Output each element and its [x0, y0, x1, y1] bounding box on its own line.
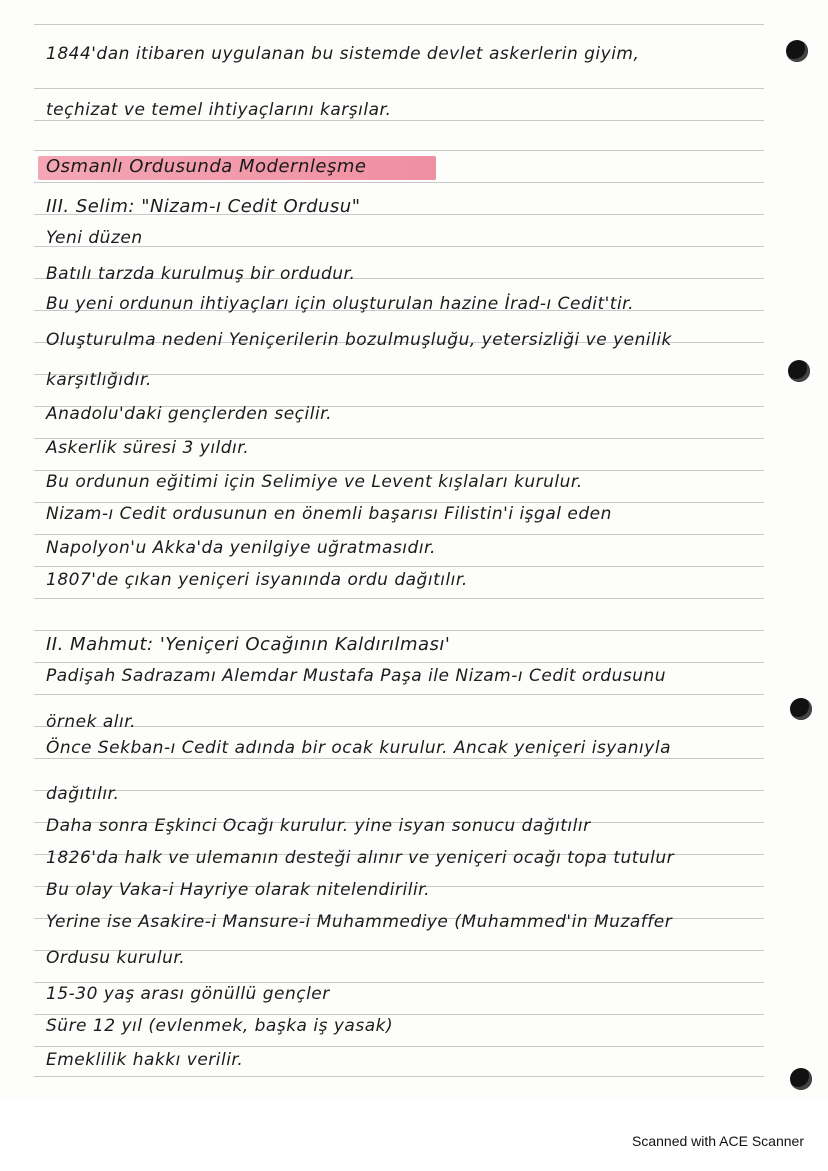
note-line: karşıtlığıdır.: [46, 370, 152, 390]
note-line: Oluşturulma nedeni Yeniçerilerin bozulmuşluğu, yetersizliği ve yenilik: [46, 330, 672, 350]
scanner-watermark: Scanned with ACE Scanner: [632, 1133, 804, 1149]
ruled-line: [34, 470, 764, 471]
ruled-line: [34, 182, 764, 183]
note-line: Önce Sekban-ı Cedit adında bir ocak kurulur. Ancak yeniçeri isyanıyla: [46, 738, 671, 758]
note-line: örnek alır.: [46, 712, 137, 732]
ruled-line: [34, 120, 764, 121]
note-line: Askerlik süresi 3 yıldır.: [46, 438, 250, 458]
note-line: Batılı tarzda kurulmuş bir ordudur.: [46, 264, 356, 284]
note-line: Bu yeni ordunun ihtiyaçları için oluşturulan hazine İrad-ı Cedit'tir.: [46, 294, 635, 314]
note-line: Anadolu'daki gençlerden seçilir.: [46, 404, 332, 424]
binder-hole-icon: [790, 1068, 812, 1090]
note-line: dağıtılır.: [46, 784, 120, 804]
note-line: 1807'de çıkan yeniçeri isyanında ordu dağıtılır.: [46, 570, 468, 590]
note-line: teçhizat ve temel ihtiyaçlarını karşılar.: [46, 100, 392, 120]
note-line: 1826'da halk ve ulemanın desteği alınır ve yeniçeri ocağı topa tutulur: [46, 848, 675, 868]
ruled-line: [34, 1076, 764, 1077]
ruled-line: [34, 534, 764, 535]
note-line: Yerine ise Asakire-i Mansure-i Muhammediye (Muhammed'in Muzaffer: [46, 912, 673, 932]
ruled-line: [34, 1014, 764, 1015]
note-line: Ordusu kurulur.: [46, 948, 186, 968]
section-heading: Osmanlı Ordusunda Modernleşme: [46, 156, 367, 177]
ruled-line: [34, 982, 764, 983]
section1-title: III. Selim: "Nizam-ı Cedit Ordusu": [46, 196, 361, 217]
ruled-line: [34, 246, 764, 247]
ruled-line: [34, 88, 764, 89]
ruled-line: [34, 790, 764, 791]
binder-hole-icon: [790, 698, 812, 720]
ruled-line: [34, 630, 764, 631]
ruled-line: [34, 24, 764, 25]
note-line: 1844'dan itibaren uygulanan bu sistemde devlet askerlerin giyim,: [46, 44, 640, 64]
note-line: Nizam-ı Cedit ordusunun en önemli başarısı Filistin'i işgal eden: [46, 504, 612, 524]
binder-hole-icon: [786, 40, 808, 62]
section2-title: II. Mahmut: 'Yeniçeri Ocağının Kaldırılması': [46, 634, 451, 655]
ruled-line: [34, 726, 764, 727]
note-line: Yeni düzen: [46, 228, 143, 248]
note-line: Napolyon'u Akka'da yenilgiye uğratmasıdır.: [46, 538, 436, 558]
note-line: Bu ordunun eğitimi için Selimiye ve Levent kışlaları kurulur.: [46, 472, 583, 492]
binder-hole-icon: [788, 360, 810, 382]
ruled-line: [34, 598, 764, 599]
ruled-line: [34, 694, 764, 695]
ruled-line: [34, 150, 764, 151]
ruled-line: [34, 662, 764, 663]
ruled-line: [34, 1046, 764, 1047]
note-line: Süre 12 yıl (evlenmek, başka iş yasak): [46, 1016, 394, 1036]
note-line: Bu olay Vaka-i Hayriye olarak nitelendirilir.: [46, 880, 431, 900]
ruled-line: [34, 566, 764, 567]
note-line: Daha sonra Eşkinci Ocağı kurulur. yine isyan sonucu dağıtılır: [46, 816, 591, 836]
ruled-line: [34, 502, 764, 503]
note-line: Padişah Sadrazamı Alemdar Mustafa Paşa ile Nizam-ı Cedit ordusunu: [46, 666, 667, 686]
ruled-line: [34, 758, 764, 759]
note-line: 15-30 yaş arası gönüllü gençler: [46, 984, 330, 1004]
note-line: Emeklilik hakkı verilir.: [46, 1050, 244, 1070]
